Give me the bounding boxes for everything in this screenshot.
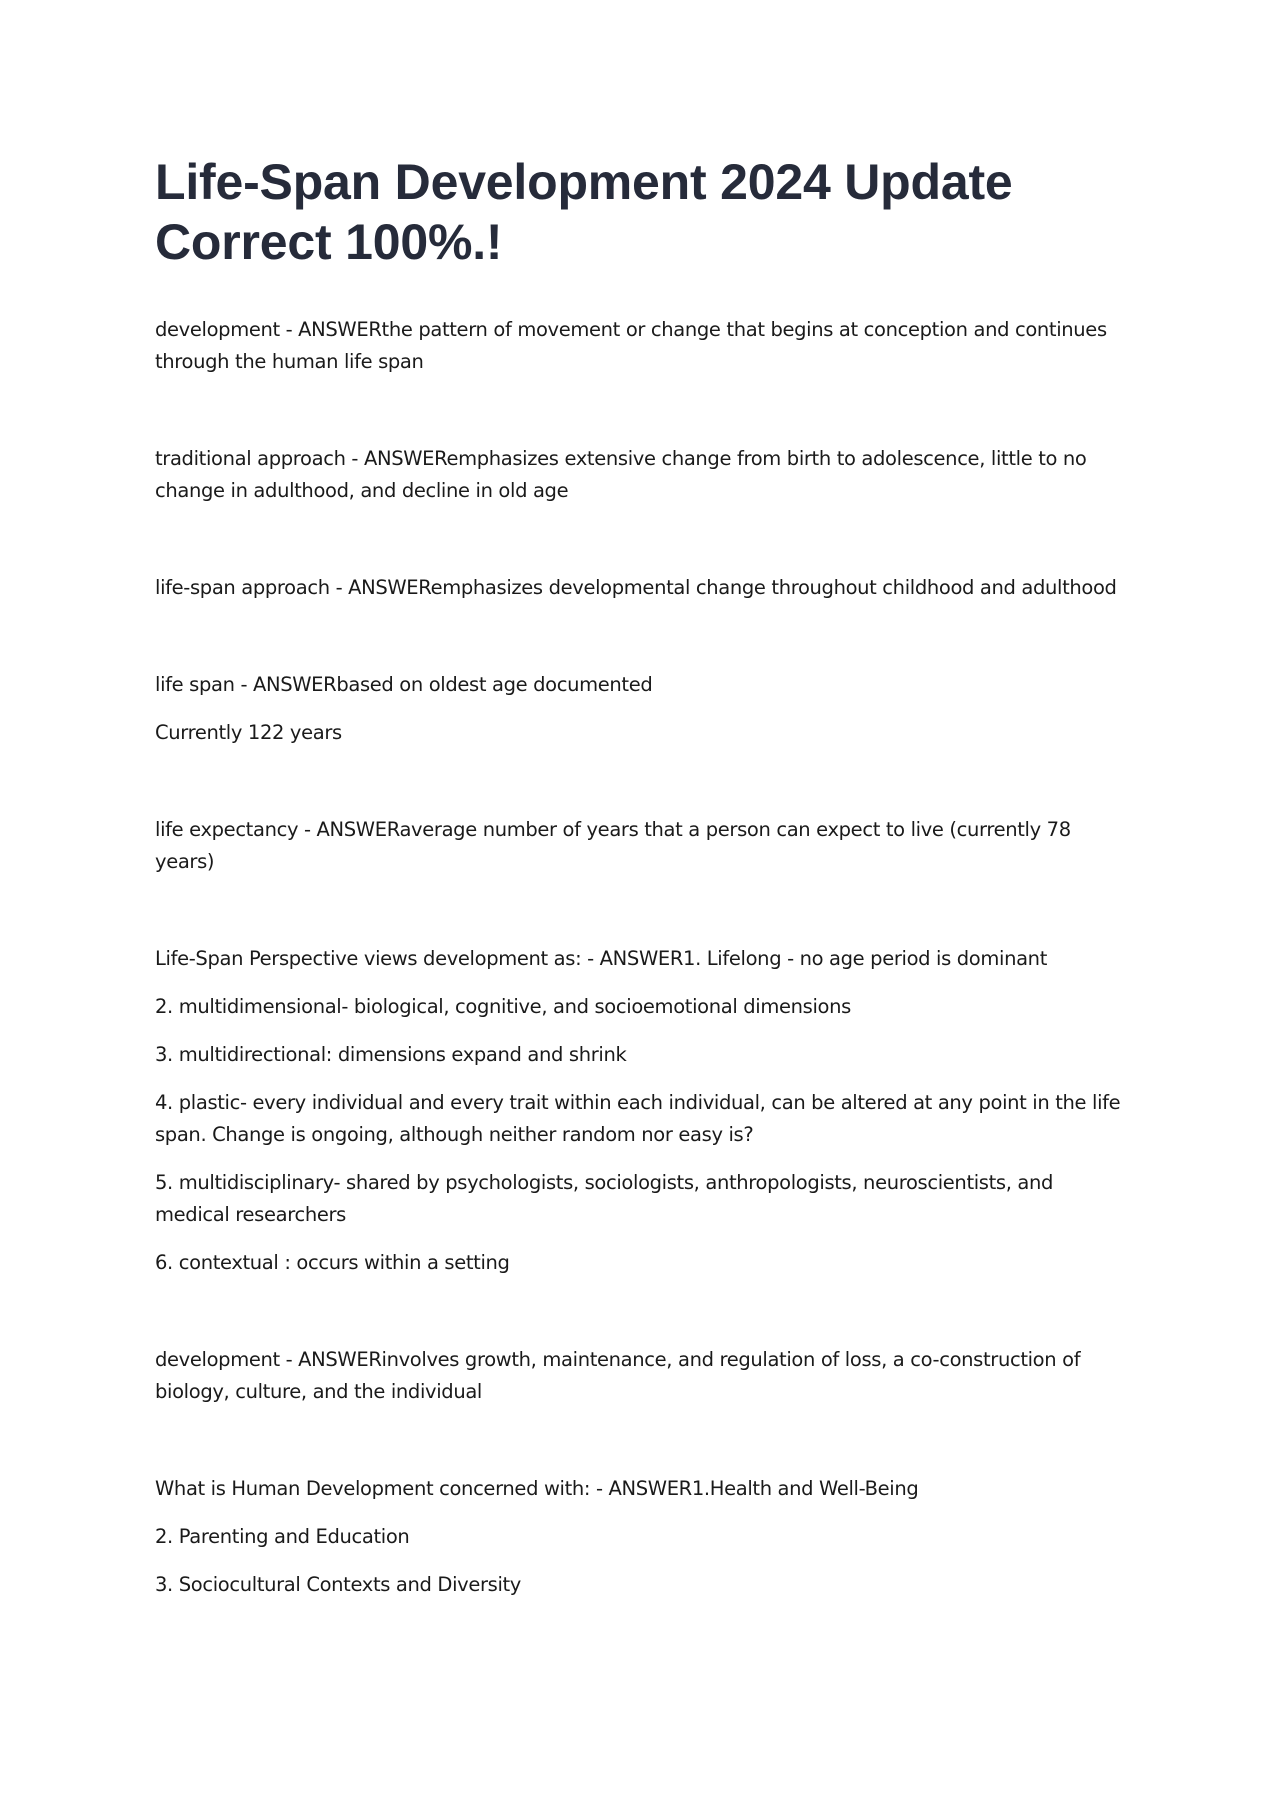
- entry-development-involves: [155, 1344, 1130, 1408]
- entry-life-expectancy: [155, 814, 1130, 878]
- entry-list-item: 3. multidirectional: dimensions expand and shrink: [155, 1043, 627, 1066]
- entry-human-development-concerns: [155, 1473, 1130, 1601]
- entry-text: development - ANSWERthe pattern of movement or change that begins at conception and continues through the human life span: [155, 318, 1107, 373]
- entry-text: Life-Span Perspective views development as: - ANSWER1. Lifelong - no age period is dominant: [155, 947, 1047, 970]
- entry-list-item: 4. plastic- every individual and every trait within each individual, can be altered at any point in the life span. Change is ongoing, although neither random nor easy is?: [155, 1091, 1121, 1146]
- entry-traditional-approach: [155, 443, 1130, 507]
- entry-text: life expectancy - ANSWERaverage number of years that a person can expect to live (currently 78 years): [155, 818, 1071, 873]
- entry-life-span-perspective: [155, 943, 1130, 1279]
- entry-list-item: 3. Sociocultural Contexts and Diversity: [155, 1573, 522, 1596]
- entry-development-definition: [155, 314, 1130, 378]
- entry-text: life span - ANSWERbased on oldest age documented: [155, 673, 653, 696]
- entry-life-span-approach: [155, 572, 1130, 604]
- entry-text: traditional approach - ANSWERemphasizes extensive change from birth to adolescence, little to no change in adulthood, and decline in old age: [155, 447, 1087, 502]
- entry-life-span: [155, 669, 1130, 749]
- entry-text: development - ANSWERinvolves growth, maintenance, and regulation of loss, a co-construction of biology, culture, and the individual: [155, 1348, 1081, 1403]
- entry-text: What is Human Development concerned with: - ANSWER1.Health and Well-Being: [155, 1477, 919, 1500]
- entry-list-item: 6. contextual : occurs within a setting: [155, 1251, 510, 1274]
- entry-list-item: 2. Parenting and Education: [155, 1525, 410, 1548]
- document-page: [155, 152, 1130, 1666]
- entry-list-item: 2. multidimensional- biological, cognitive, and socioemotional dimensions: [155, 995, 851, 1018]
- document-title: Life-Span Development 2024 Update Correct 100%.!: [155, 154, 1013, 270]
- entry-list-item: 5. multidisciplinary- shared by psychologists, sociologists, anthropologists, neuroscientists, and medical researchers: [155, 1171, 1054, 1226]
- entry-text: life-span approach - ANSWERemphasizes developmental change throughout childhood and adulthood: [155, 576, 1117, 599]
- entry-text: Currently 122 years: [155, 721, 342, 744]
